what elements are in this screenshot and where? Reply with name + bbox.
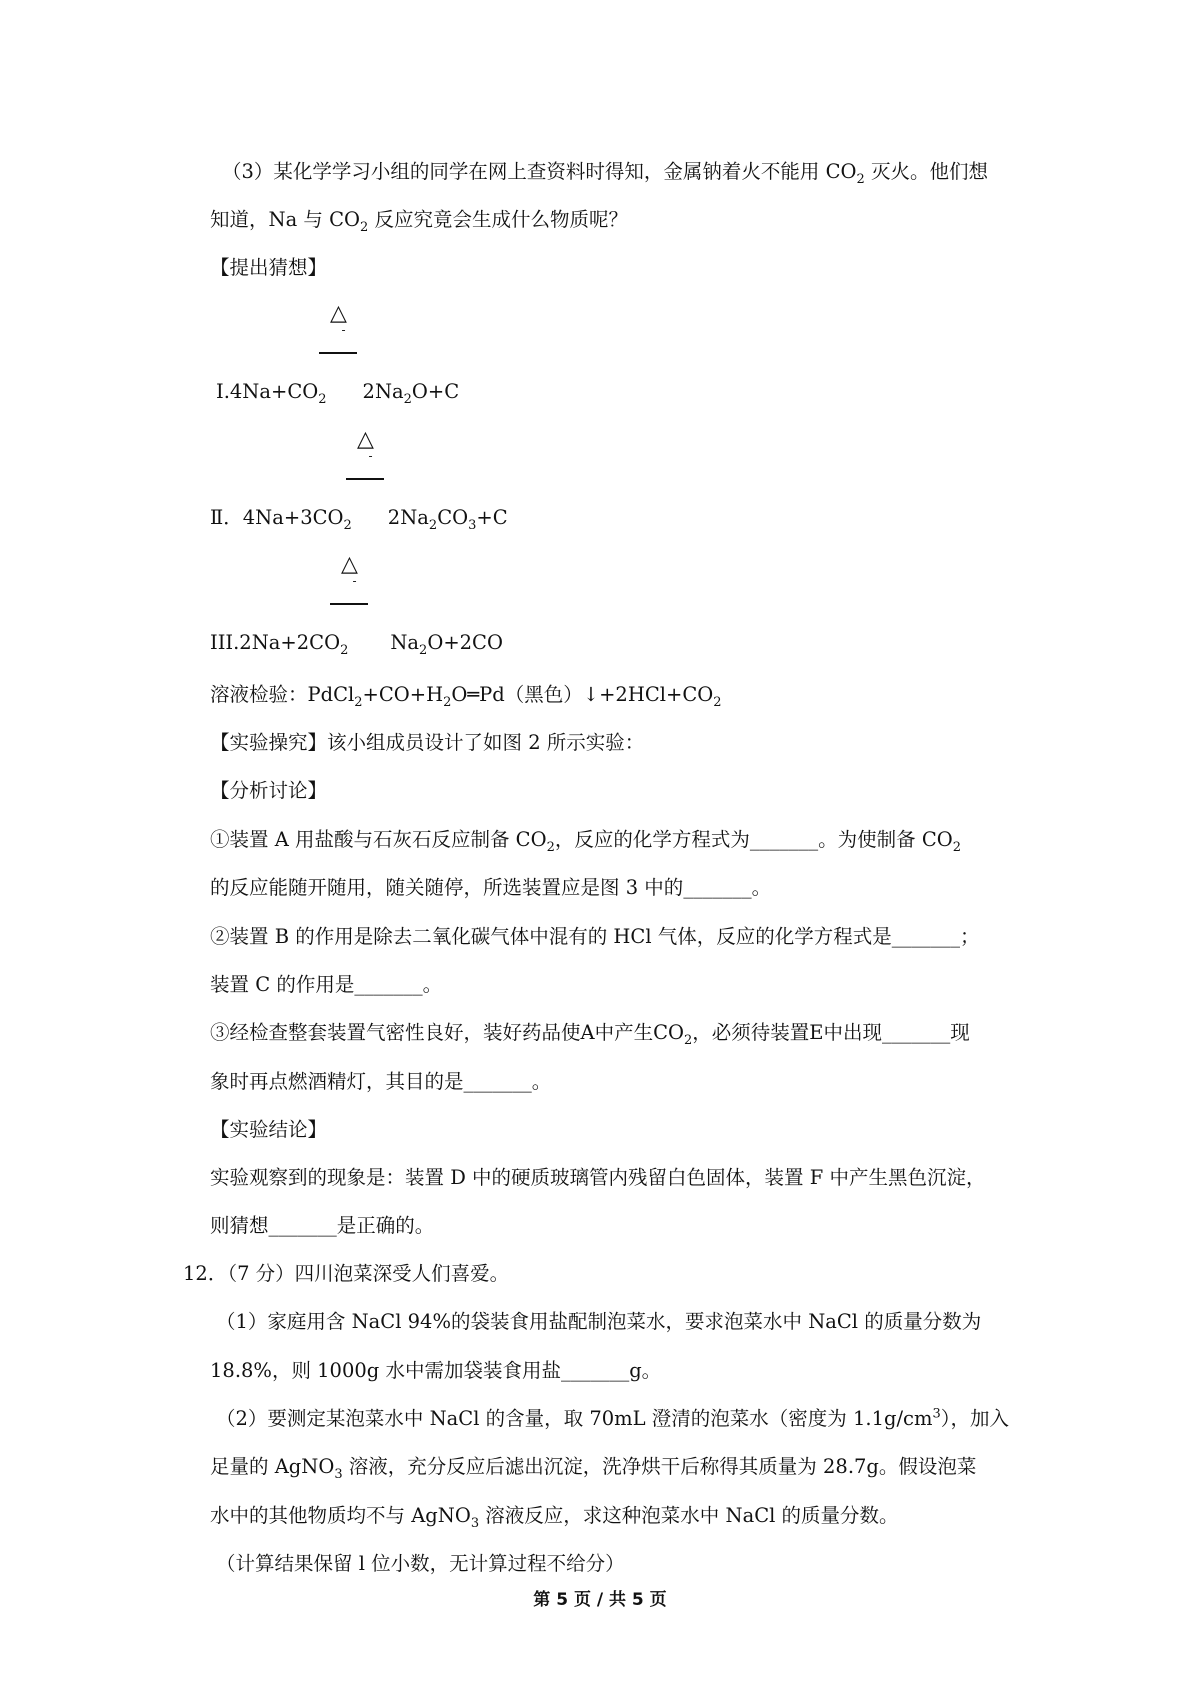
answer-blank[interactable]: _______ (463, 1070, 532, 1093)
analysis-1-line-2: 的反应能随开随用，随关随停，所选装置应是图 3 中的_______。 (210, 876, 772, 899)
page-footer: 第 5 页 / 共 5 页 (533, 1590, 667, 1610)
explore-line: 【实验操究】该小组成员设计了如图 2 所示实验： (210, 731, 645, 754)
analysis-1-line-1: ①装置 A 用盐酸与石灰石反应制备 $CO_2$，反应的化学方程式为_______。为使制备 $CO_2$ (210, 828, 962, 855)
heading-analysis: 【分析讨论】 (210, 779, 328, 802)
equation-2: Ⅱ．$4Na+3CO_2$ $2Na_2CO_3+C$ (210, 506, 508, 533)
answer-blank[interactable]: _______ (891, 925, 961, 948)
intro-line-2: 知道，Na 与 $CO_2$ 反应究竟会生成什么物质呢？ (210, 208, 628, 235)
heat-triangle-icon: △ (341, 552, 358, 577)
heat-triangle-icon: △ (330, 301, 347, 326)
analysis-3-line-2: 象时再点燃酒精灯，其目的是_______。 (210, 1070, 552, 1093)
heat-condition-2: △ - (357, 428, 384, 480)
question-12-title: 12．（7 分）四川泡菜深受人们喜爱。 (183, 1262, 510, 1285)
intro-line-1: （3）某化学学习小组的同学在网上查资料时得知，金属钠着火不能用 $CO_2$ 灭火。他们想 (222, 160, 988, 187)
q12-part2-line-4: （计算结果保留 l 位小数，无计算过程不给分） (216, 1552, 625, 1575)
heading-conclusion: 【实验结论】 (210, 1118, 328, 1141)
conclusion-line-2: 则猜想_______是正确的。 (210, 1214, 435, 1237)
q12-part1-line-2: 18.8%，则 1000g 水中需加袋装食用盐_______g。 (210, 1359, 662, 1382)
equation-1: $Ⅰ.4Na+CO_2$ $2Na_2O+C$ (216, 380, 460, 407)
equation-bar (346, 478, 384, 480)
analysis-3-line-1: ③经检查整套装置气密性良好，装好药品使A中产生$CO_2$，必须待装置E中出现_______现 (210, 1021, 970, 1048)
answer-blank[interactable]: _______ (560, 1359, 630, 1382)
heading-guess: 【提出猜想】 (210, 256, 328, 279)
conclusion-line-1: 实验观察到的现象是：装置 D 中的硬质玻璃管内残留白色固体，装置 F 中产生黑色沉淀， (210, 1166, 986, 1189)
answer-blank[interactable]: _______ (354, 973, 423, 996)
test-line: 溶液检验：$PdCl_2+CO+H_2O═Pd$（黑色）$↓+2HCl+CO_2$ (210, 683, 722, 710)
analysis-2-line-1: ②装置 B 的作用是除去二氧化碳气体中混有的 HCl 气体，反应的化学方程式是_______； (210, 925, 980, 948)
answer-blank[interactable]: _______ (749, 828, 819, 851)
analysis-2-line-2: 装置 C 的作用是_______。 (210, 973, 443, 996)
heat-condition-3: △ - (341, 553, 368, 605)
answer-blank[interactable]: _______ (683, 876, 752, 899)
equation-bar (319, 352, 357, 354)
equation-3: $III.2Na+2CO_2$ $Na_2O+2CO$ (210, 631, 503, 658)
equation-bar (330, 603, 368, 605)
q12-part2-line-1: （2）要测定某泡菜水中 NaCl 的含量，取 70mL 澄清的泡菜水（密度为 $1.1g/cm^3$），加入 (216, 1406, 1010, 1430)
q12-part2-line-2: 足量的 AgNO$_3$ 溶液，充分反应后滤出沉淀，洗净烘干后称得其质量为 28.7g。假设泡菜 (210, 1455, 977, 1482)
answer-blank[interactable]: _______ (882, 1021, 951, 1044)
q12-part2-line-3: 水中的其他物质均不与 AgNO$_3$ 溶液反应，求这种泡菜水中 NaCl 的质量分数。 (210, 1504, 899, 1531)
heat-triangle-icon: △ (357, 427, 374, 452)
q12-part1-line-1: （1）家庭用含 NaCl 94%的袋装食用盐配制泡菜水，要求泡菜水中 NaCl 的质量分数为 (216, 1310, 982, 1333)
answer-blank[interactable]: _______ (268, 1214, 337, 1237)
heat-condition-1: △ - (330, 302, 357, 354)
